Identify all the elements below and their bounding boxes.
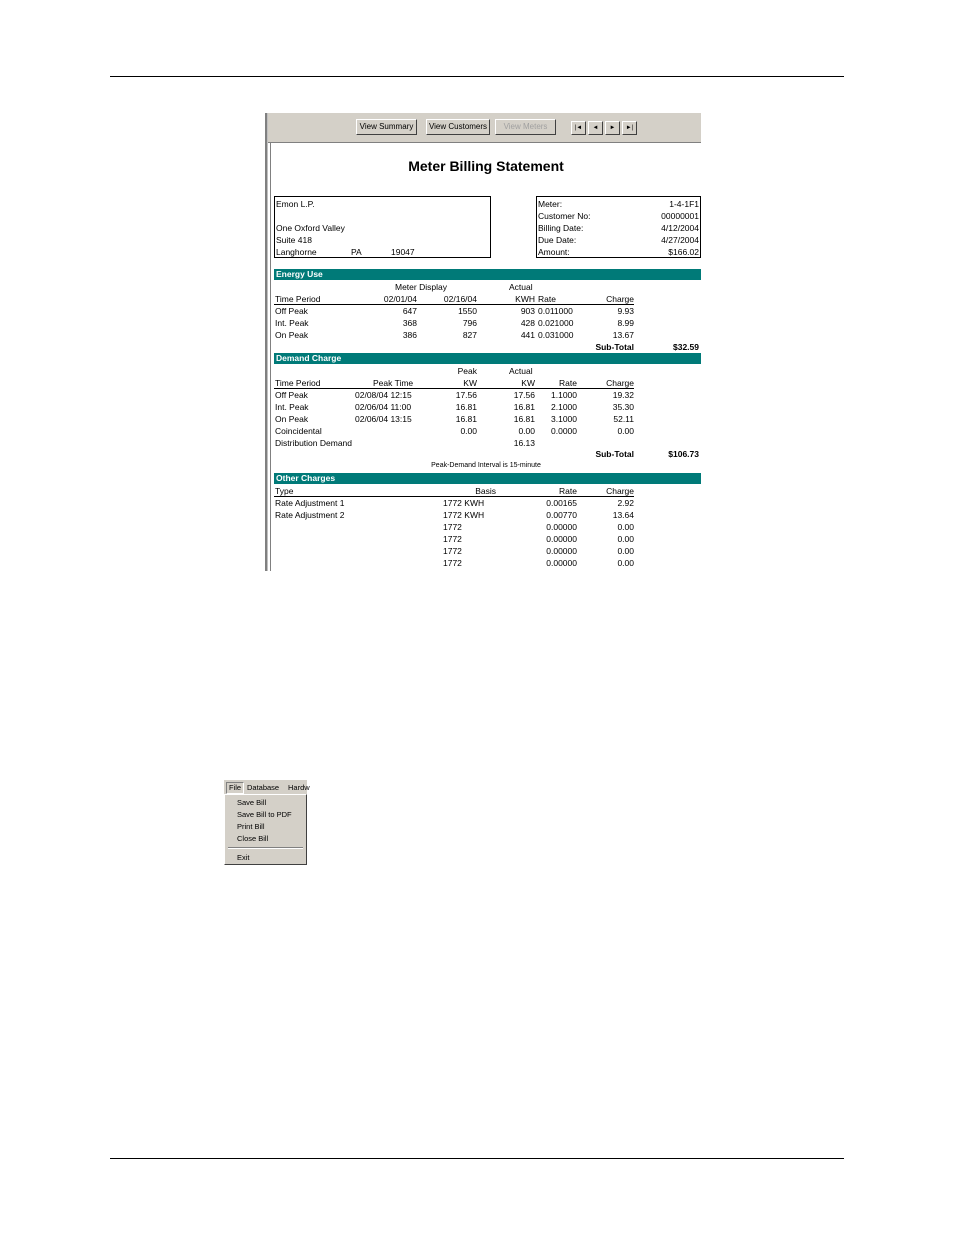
time-period-heading: Time Period [275,294,321,304]
other-charge: 2.92 [617,498,634,508]
other-charge: 13.64 [612,510,634,520]
menu-item-save-bill-pdf[interactable]: Save Bill to PDF [237,810,292,819]
energy-reading-2: 827 [462,330,477,340]
other-basis: 1772 [443,546,462,556]
info-value: $166.02 [668,247,699,257]
header-rule [110,76,844,77]
demand-rate: 3.1000 [551,414,577,424]
peak-demand-interval-note: Peak-Demand Interval is 15-minute [431,462,541,469]
file-dropdown [224,794,307,865]
other-basis: 1772 KWH [443,498,485,508]
energy-charge: 9.93 [617,306,634,316]
energy-use-header: Energy Use [274,269,701,280]
other-basis: 1772 [443,534,462,544]
demand-period: Coincidental [275,426,322,436]
peak-heading: Peak [457,366,477,376]
demand-rate: 1.1000 [551,390,577,400]
energy-kwh: 903 [520,306,535,316]
previous-record-button[interactable]: ◄ [588,121,603,135]
demand-charge: 0.00 [617,426,634,436]
demand-period: On Peak [275,414,309,424]
demand-subtotal-label: Sub-Total [595,449,634,459]
demand-peak-kw: 17.56 [455,390,477,400]
info-label: Customer No: [538,211,591,221]
demand-peak-kw: 16.81 [455,414,477,424]
meter-display-heading: Meter Display [395,282,447,292]
energy-reading-2: 1550 [458,306,477,316]
demand-peak-kw: 0.00 [460,426,477,436]
demand-actual-kw: 16.81 [513,402,535,412]
charge-heading: Charge [606,294,634,304]
other-basis: 1772 KWH [443,510,485,520]
type-heading: Type [275,486,294,496]
demand-period: Int. Peak [275,402,309,412]
demand-rate-heading: Rate [559,378,577,388]
customer-zip: 19047 [391,247,415,257]
energy-reading-1: 386 [402,330,417,340]
demand-charge: 19.32 [612,390,634,400]
menu-bar [224,780,310,794]
view-customers-button[interactable]: View Customers [426,119,490,135]
energy-rate: 0.011000 [538,306,573,316]
info-label: Meter: [538,199,563,209]
other-basis: 1772 [443,522,462,532]
customer-city: Langhorne [276,247,317,257]
energy-charge: 13.67 [612,330,634,340]
energy-subtotal-value: $32.59 [673,342,699,352]
demand-actual-kw: 17.56 [513,390,535,400]
customer-address-line1: One Oxford Valley [276,223,345,233]
demand-charge-heading: Charge [606,378,634,388]
first-record-button[interactable]: |◄ [571,121,586,135]
other-type: Rate Adjustment 2 [275,510,345,520]
info-label: Due Date: [538,235,577,245]
menu-hardware[interactable]: Hardw [288,783,310,792]
demand-peak-time: 02/06/04 13:15 [355,414,412,424]
basis-heading: Basis [475,486,496,496]
footer-rule [110,1158,844,1159]
demand-peak-kw: 16.81 [455,402,477,412]
energy-period: Off Peak [275,306,308,316]
info-label: Billing Date: [538,223,584,233]
demand-actual-kw: 0.00 [518,426,535,436]
demand-charge: 35.30 [612,402,634,412]
demand-actual-kw: 16.13 [513,438,535,448]
date2-heading: 02/16/04 [443,294,477,304]
other-rate-heading: Rate [559,486,577,496]
other-rate: 0.00165 [546,498,577,508]
kwh-heading: KWH [515,294,535,304]
other-charge: 0.00 [617,546,634,556]
energy-kwh: 441 [520,330,535,340]
energy-reading-1: 368 [402,318,417,328]
peak-time-heading: Peak Time [373,378,414,388]
demand-period: Distribution Demand [275,438,353,448]
energy-header-divider [274,304,634,305]
billing-statement-window [265,113,701,571]
other-charge: 0.00 [617,522,634,532]
view-summary-button[interactable]: View Summary [356,119,417,135]
other-charges-header: Other Charges [274,473,701,484]
energy-subtotal-label: Sub-Total [595,342,634,352]
energy-rate: 0.021000 [538,318,574,328]
demand-time-period-heading: Time Period [275,378,321,388]
energy-reading-1: 647 [402,306,417,316]
other-rate: 0.00000 [546,558,577,568]
menu-item-close-bill[interactable]: Close Bill [237,834,269,843]
energy-reading-2: 796 [462,318,477,328]
energy-period: Int. Peak [275,318,309,328]
file-menu-screenshot [224,780,310,865]
demand-charge: 52.11 [613,414,634,424]
demand-peak-time: 02/08/04 12:15 [355,390,412,400]
info-value: 00000001 [661,211,699,221]
energy-rate: 0.031000 [538,330,574,340]
demand-rate: 0.0000 [551,426,577,436]
demand-rate: 2.1000 [551,402,577,412]
demand-header-divider [274,388,634,389]
menu-item-save-bill[interactable]: Save Bill [237,798,267,807]
customer-address-line2: Suite 418 [276,235,312,245]
other-rate: 0.00000 [546,534,577,544]
peak-kw-heading: KW [463,378,477,388]
info-value: 4/12/2004 [661,223,699,233]
menu-database[interactable]: Database [247,783,280,792]
menu-item-exit[interactable]: Exit [237,853,250,862]
menu-separator [228,847,303,849]
other-header-divider [274,496,634,497]
other-rate: 0.00000 [546,546,577,556]
date1-heading: 02/01/04 [383,294,417,304]
info-label: Amount: [538,247,570,257]
menu-item-print-bill[interactable]: Print Bill [237,822,265,831]
other-charge-heading: Charge [606,486,634,496]
demand-subtotal-value: $106.73 [668,449,699,459]
demand-peak-time: 02/06/04 11:00 [355,402,412,412]
demand-period: Off Peak [275,390,308,400]
other-type: Rate Adjustment 1 [275,498,345,508]
last-record-button[interactable]: ►| [622,121,637,135]
other-rate: 0.00770 [546,510,577,520]
demand-actual-kw: 16.81 [513,414,535,424]
other-basis: 1772 [443,558,462,568]
view-meters-button[interactable]: View Meters [495,119,556,135]
other-rate: 0.00000 [546,522,577,532]
energy-period: On Peak [275,330,309,340]
customer-name: Emon L.P. [276,199,315,209]
customer-state: PA [351,247,362,257]
statement-title: Meter Billing Statement [408,158,564,174]
demand-actual-heading: Actual [509,366,533,376]
demand-charge-header: Demand Charge [274,353,701,364]
next-record-button[interactable]: ► [605,121,620,135]
info-value: 4/27/2004 [661,235,699,245]
energy-kwh: 428 [520,318,535,328]
report-toolbar [268,113,701,143]
menu-file[interactable]: File [226,782,244,794]
actual-kw-heading: KW [521,378,535,388]
statement-document [271,144,701,571]
other-charge: 0.00 [617,534,634,544]
energy-charge: 8.99 [617,318,634,328]
rate-heading: Rate [538,294,556,304]
actual-heading: Actual [509,282,533,292]
other-charge: 0.00 [617,558,634,568]
info-value: 1-4-1F1 [669,199,699,209]
window-border [267,113,268,571]
